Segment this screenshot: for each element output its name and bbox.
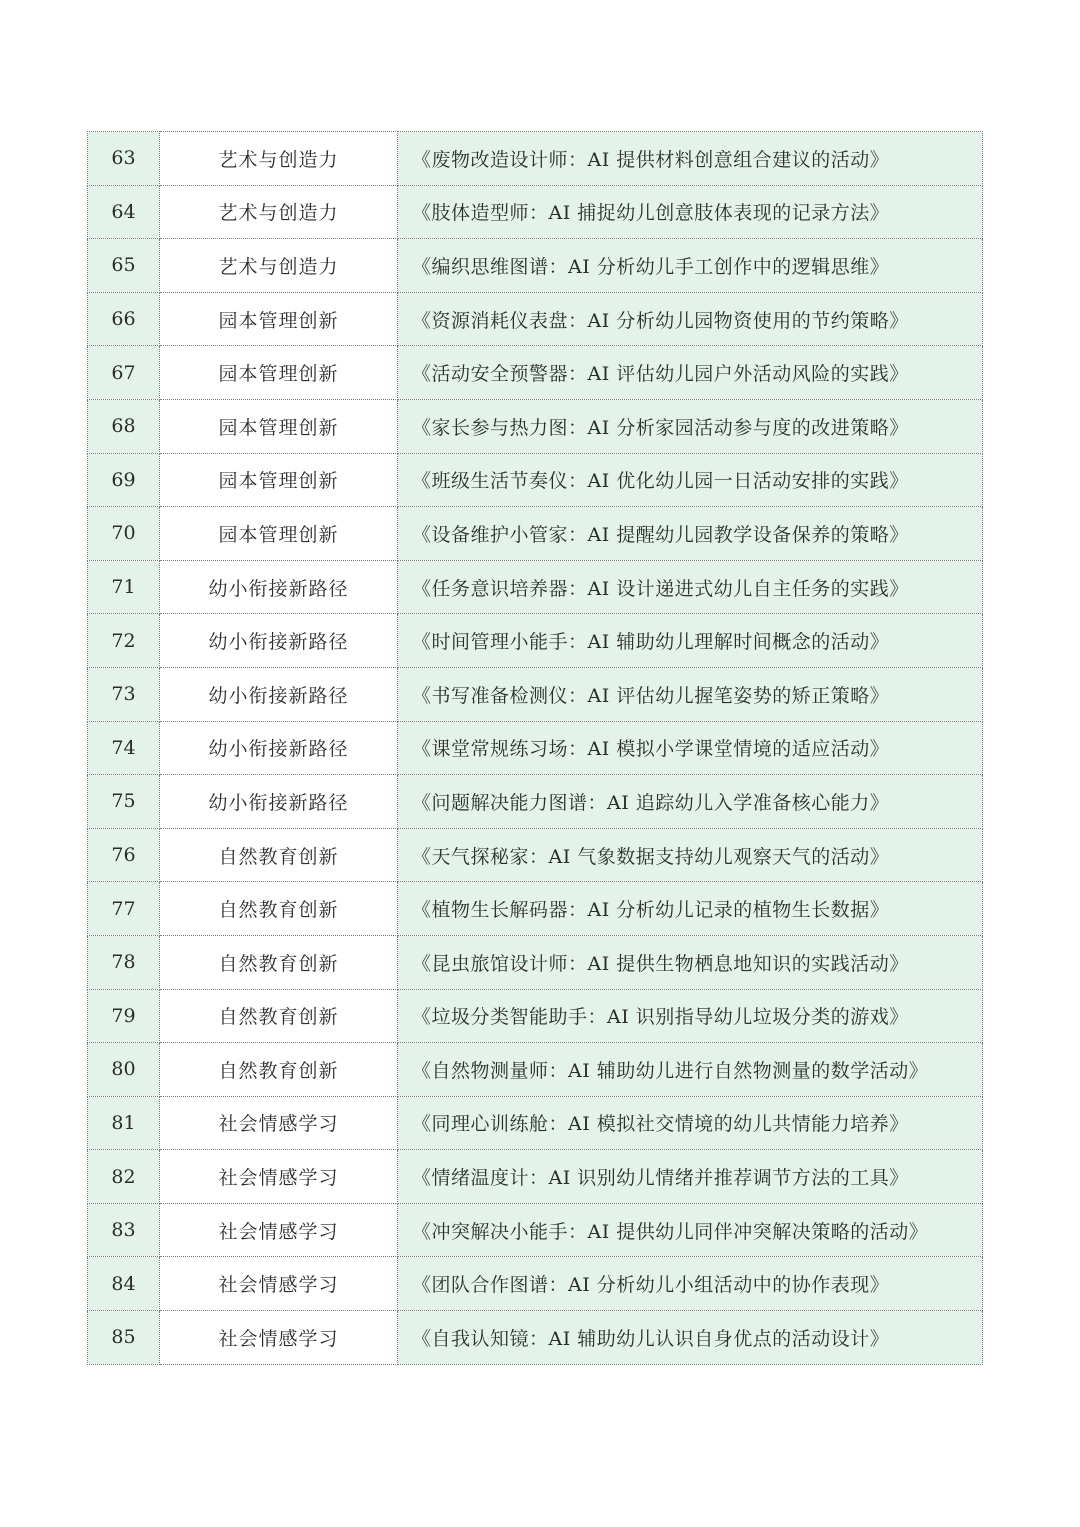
table-row [88, 507, 983, 561]
row-number: 84 [88, 1257, 160, 1311]
row-title: 《自然物测量师：AI 辅助幼儿进行自然物测量的数学活动》 [398, 1043, 983, 1097]
row-title: 《冲突解决小能手：AI 提供幼儿同伴冲突解决策略的活动》 [398, 1203, 983, 1257]
row-number: 71 [88, 560, 160, 614]
table-row [88, 935, 983, 989]
row-number: 75 [88, 775, 160, 829]
row-title: 《任务意识培养器：AI 设计递进式幼儿自主任务的实践》 [398, 560, 983, 614]
table-row [88, 292, 983, 346]
row-title: 《课堂常规练习场：AI 模拟小学课堂情境的适应活动》 [398, 721, 983, 775]
table-row [88, 560, 983, 614]
row-category: 社会情感学习 [160, 1096, 398, 1150]
table-row [88, 614, 983, 668]
topic-table-container [87, 131, 982, 1365]
row-category: 艺术与创造力 [160, 185, 398, 239]
table-body [88, 132, 983, 1365]
table-row [88, 775, 983, 829]
row-title: 《家长参与热力图：AI 分析家园活动参与度的改进策略》 [398, 399, 983, 453]
row-title: 《同理心训练舱：AI 模拟社交情境的幼儿共情能力培养》 [398, 1096, 983, 1150]
row-category: 幼小衔接新路径 [160, 667, 398, 721]
row-category: 自然教育创新 [160, 882, 398, 936]
row-title: 《编织思维图谱：AI 分析幼儿手工创作中的逻辑思维》 [398, 239, 983, 293]
row-number: 74 [88, 721, 160, 775]
row-number: 76 [88, 828, 160, 882]
table-row [88, 828, 983, 882]
row-category: 园本管理创新 [160, 453, 398, 507]
row-category: 园本管理创新 [160, 399, 398, 453]
row-title: 《肢体造型师：AI 捕捉幼儿创意肢体表现的记录方法》 [398, 185, 983, 239]
row-title: 《设备维护小管家：AI 提醒幼儿园教学设备保养的策略》 [398, 507, 983, 561]
table-row [88, 1150, 983, 1204]
row-category: 自然教育创新 [160, 828, 398, 882]
table-row [88, 453, 983, 507]
table-row [88, 346, 983, 400]
row-number: 73 [88, 667, 160, 721]
row-number: 72 [88, 614, 160, 668]
row-category: 自然教育创新 [160, 989, 398, 1043]
row-title: 《资源消耗仪表盘：AI 分析幼儿园物资使用的节约策略》 [398, 292, 983, 346]
row-number: 82 [88, 1150, 160, 1204]
row-category: 社会情感学习 [160, 1150, 398, 1204]
row-category: 社会情感学习 [160, 1311, 398, 1365]
table-row [88, 989, 983, 1043]
topic-table [87, 131, 983, 1365]
row-number: 83 [88, 1203, 160, 1257]
table-row [88, 667, 983, 721]
table-row [88, 1257, 983, 1311]
row-category: 社会情感学习 [160, 1257, 398, 1311]
row-category: 自然教育创新 [160, 935, 398, 989]
table-row [88, 239, 983, 293]
row-category: 幼小衔接新路径 [160, 775, 398, 829]
row-title: 《班级生活节奏仪：AI 优化幼儿园一日活动安排的实践》 [398, 453, 983, 507]
row-category: 园本管理创新 [160, 292, 398, 346]
row-number: 67 [88, 346, 160, 400]
row-category: 幼小衔接新路径 [160, 560, 398, 614]
row-category: 艺术与创造力 [160, 132, 398, 186]
row-number: 81 [88, 1096, 160, 1150]
row-number: 68 [88, 399, 160, 453]
row-number: 77 [88, 882, 160, 936]
row-category: 幼小衔接新路径 [160, 721, 398, 775]
row-number: 66 [88, 292, 160, 346]
row-title: 《自我认知镜：AI 辅助幼儿认识自身优点的活动设计》 [398, 1311, 983, 1365]
row-title: 《植物生长解码器：AI 分析幼儿记录的植物生长数据》 [398, 882, 983, 936]
row-number: 85 [88, 1311, 160, 1365]
row-number: 70 [88, 507, 160, 561]
row-category: 自然教育创新 [160, 1043, 398, 1097]
table-row [88, 399, 983, 453]
row-title: 《时间管理小能手：AI 辅助幼儿理解时间概念的活动》 [398, 614, 983, 668]
row-title: 《天气探秘家：AI 气象数据支持幼儿观察天气的活动》 [398, 828, 983, 882]
table-row [88, 1311, 983, 1365]
row-number: 78 [88, 935, 160, 989]
table-row [88, 132, 983, 186]
table-row [88, 1203, 983, 1257]
row-number: 79 [88, 989, 160, 1043]
row-category: 幼小衔接新路径 [160, 614, 398, 668]
row-category: 艺术与创造力 [160, 239, 398, 293]
row-number: 65 [88, 239, 160, 293]
row-number: 64 [88, 185, 160, 239]
row-title: 《活动安全预警器：AI 评估幼儿园户外活动风险的实践》 [398, 346, 983, 400]
table-row [88, 185, 983, 239]
row-title: 《团队合作图谱：AI 分析幼儿小组活动中的协作表现》 [398, 1257, 983, 1311]
row-number: 63 [88, 132, 160, 186]
row-category: 园本管理创新 [160, 507, 398, 561]
row-title: 《情绪温度计：AI 识别幼儿情绪并推荐调节方法的工具》 [398, 1150, 983, 1204]
table-row [88, 882, 983, 936]
row-title: 《问题解决能力图谱：AI 追踪幼儿入学准备核心能力》 [398, 775, 983, 829]
row-title: 《垃圾分类智能助手：AI 识别指导幼儿垃圾分类的游戏》 [398, 989, 983, 1043]
row-number: 80 [88, 1043, 160, 1097]
row-number: 69 [88, 453, 160, 507]
row-title: 《昆虫旅馆设计师：AI 提供生物栖息地知识的实践活动》 [398, 935, 983, 989]
row-category: 社会情感学习 [160, 1203, 398, 1257]
row-category: 园本管理创新 [160, 346, 398, 400]
table-row [88, 1096, 983, 1150]
table-row [88, 721, 983, 775]
row-title: 《废物改造设计师：AI 提供材料创意组合建议的活动》 [398, 132, 983, 186]
row-title: 《书写准备检测仪：AI 评估幼儿握笔姿势的矫正策略》 [398, 667, 983, 721]
table-row [88, 1043, 983, 1097]
